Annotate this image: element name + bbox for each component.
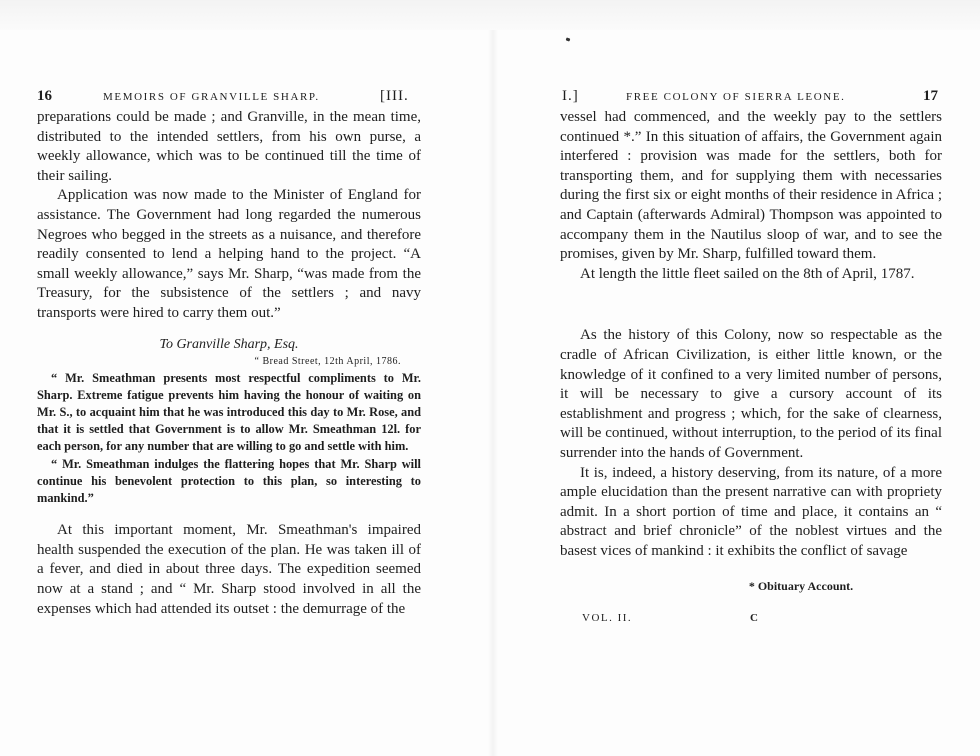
volume-label: VOL. II. (582, 612, 633, 625)
right-page-number: 17 (923, 88, 938, 104)
right-chapter-mark: I.] (562, 88, 579, 104)
footnote: * Obituary Account. (748, 579, 854, 594)
right-page-body (560, 108, 942, 630)
paragraph: preparations could be made ; and Granville, in the mean time, distributed to the intended settlers, from his own purse, a weekly allowance, which was to be continued till the time of their sailing. (37, 109, 421, 184)
right-running-title: FREE COLONY OF SIERRA LEONE. (626, 91, 846, 103)
paragraph: As the history of this Colony, now so respectable as the cradle of African Civilization, is either little known, or the knowledge of it confined to a very limited number of persons, it will be necessary to give a cursory account of its establishment and progress ; which, for the sake of clearness, will be continued, without interruption, to the period of its final surrender into the hands of Government. (560, 327, 942, 461)
paragraph: At this important moment, Mr. Smeathman's impaired health suspended the execution of the plan. He was taken ill of a fever, and died in about three days. The expedition seemed now at a stand ; and “ Mr. Sharp stood involved in all the expenses which had attended its outset : the demurrage of the (37, 522, 421, 617)
paragraph: It is, indeed, a history deserving, from its nature, of a more ample elucidation than the present narrative can with propriety admit. In a short portion of time and place, it contains an “ abstract and brief chronicle” of the noblest virtues and the basest vices of mankind : it exhibits the conflict of savage (560, 464, 942, 559)
paragraph: vessel had commenced, and the weekly pay to the settlers continued *.” In this situation of affairs, the Government again interfered : provision was made for the settlers, both for transporting them, and for supplying them with necessaries during the first six or eight months of their residence in Africa ; and Captain (afterwards Admiral) Thompson was appointed to accompany them in the Nautilus sloop of war, and to see the promises, given by Mr. Sharp, fulfilled toward them. (560, 109, 942, 263)
book-gutter (488, 30, 498, 756)
letter-quote (37, 370, 421, 508)
letter-address: To Granville Sharp, Esq. (159, 336, 299, 352)
left-chapter-mark: [III. (380, 88, 409, 104)
letter-paragraph: “ Mr. Smeathman presents most respectful compliments to Mr. Sharp. Extreme fatigue prevents him having the honour of waiting on Mr. S., to acquaint him that he was introduced this day to Mr. Rose, and that it is settled that Government is to allow Mr. Smeathman 12l. for each person, for any number that are willing to go and settle with him. (37, 370, 421, 454)
left-running-title: MEMOIRS OF GRANVILLE SHARP. (103, 91, 320, 103)
letter-date: “ Bread Street, 12th April, 1786. (254, 355, 401, 367)
scan-top-band (0, 0, 980, 30)
left-page-header (37, 88, 421, 108)
left-page-body (37, 108, 421, 619)
left-page-number: 16 (37, 88, 52, 104)
letter-paragraph: “ Mr. Smeathman indulges the flattering hopes that Mr. Sharp will continue his benevolent protection to this plan, so interesting to mankind.” (37, 456, 421, 505)
right-page (560, 88, 942, 630)
paragraph: Application was now made to the Minister of England for assistance. The Government had long regarded the numerous Negroes who begged in the streets as a nuisance, and therefore readily consented to lend a helping hand to the project. “A small weekly allowance,” says Mr. Sharp, “was made from the Treasury, for the subsistence of the settlers ; and navy transports were hired to carry them out.” (37, 187, 421, 321)
right-page-header (560, 88, 942, 108)
paragraph: At length the little fleet sailed on the 8th of April, 1787. (580, 265, 915, 282)
scan-speck (566, 37, 571, 41)
signature-line (560, 612, 942, 630)
left-page (37, 88, 421, 619)
signature-mark: C (750, 612, 760, 625)
